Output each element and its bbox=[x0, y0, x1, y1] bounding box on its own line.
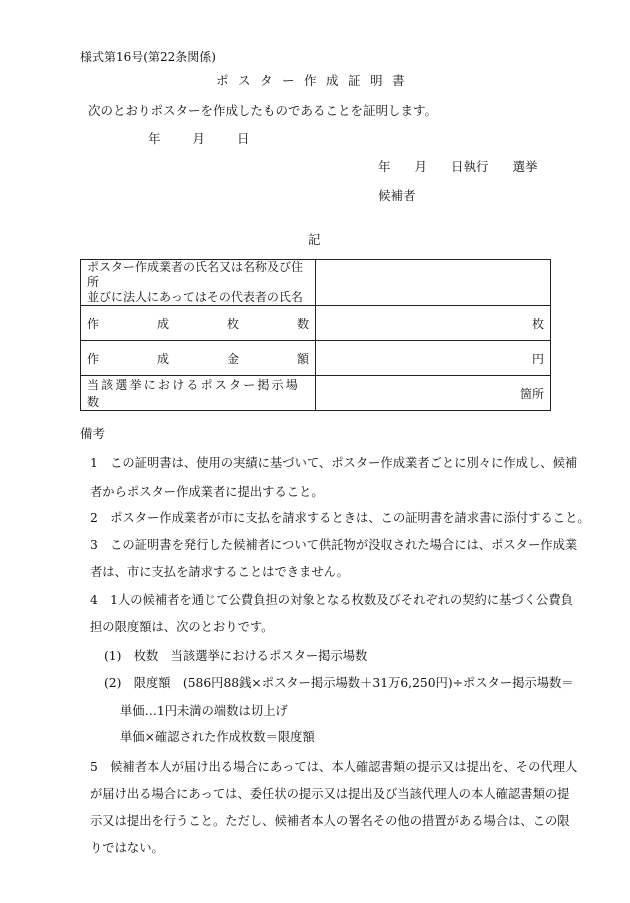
remark-2-line-1: 2 ポスター作成業者が市に支払を請求するときは、この証明書を請求書に添付すること。 bbox=[90, 511, 590, 525]
certificate-table bbox=[80, 259, 551, 411]
election-label: 選挙 bbox=[512, 159, 538, 174]
count-unit: 枚 bbox=[531, 316, 544, 331]
election-date-line bbox=[378, 157, 562, 175]
maker-label bbox=[81, 260, 316, 306]
maker-label-line2: 並びに法人にあってはその代表者の氏名 bbox=[87, 290, 303, 304]
intro-text: 次のとおりポスターを作成したものであることを証明します。 bbox=[88, 103, 438, 118]
locations-value[interactable] bbox=[316, 376, 551, 411]
table-row-maker bbox=[81, 260, 551, 306]
locations-unit: 箇所 bbox=[519, 386, 544, 401]
remark-4-line-1: 4 1人の候補者を通じて公費負担の対象となる枚数及びそれぞれの契約に基づく公費負 bbox=[90, 593, 573, 607]
locations-label: 当該選挙におけるポスター掲示場数 bbox=[81, 376, 316, 411]
document-title: ポスター作成証明書 bbox=[215, 73, 414, 88]
remark-3-line-1: 3 この証明書を発行した候補者について供託物が没収された場合には、ポスター作成業 bbox=[90, 538, 578, 552]
remark-1-line-1: 1 この証明書は、使用の実績に基づいて、ポスター作成業者ごとに別々に作成し、候補 bbox=[90, 456, 578, 470]
remark-3-line-2: 者は、市に支払を請求することはできません。 bbox=[90, 565, 349, 579]
remark-1-line-2: 者からポスター作成業者に提出すること。 bbox=[90, 485, 324, 499]
remark-4-sub-3: 単価…1円未満の端数は切上げ bbox=[120, 704, 288, 718]
table-row-amount bbox=[81, 341, 551, 376]
amount-label-char: 作 bbox=[87, 351, 100, 366]
ki-label: 記 bbox=[308, 232, 321, 247]
maker-label-line1: ポスター作成業者の氏名又は名称及び住所 bbox=[87, 260, 304, 289]
amount-value[interactable] bbox=[316, 341, 551, 376]
remark-5-line-1: 5 候補者本人が届け出る場合にあっては、本人確認書類の提示又は提出を、その代理人 bbox=[90, 760, 578, 774]
remark-5-line-4: りではない。 bbox=[90, 841, 164, 855]
remarks-title: 備考 bbox=[80, 426, 106, 441]
remark-4-sub-2: (2) 限度額 (586円88銭×ポスター掲示場数＋31万6,250円)÷ポスター掲示場数＝ bbox=[104, 676, 574, 690]
table-row-locations bbox=[81, 376, 551, 411]
election-year: 年 bbox=[378, 159, 391, 174]
maker-value[interactable] bbox=[316, 260, 551, 306]
count-label-char: 数 bbox=[296, 316, 309, 331]
amount-unit: 円 bbox=[531, 351, 544, 366]
amount-label-char: 額 bbox=[296, 351, 309, 366]
amount-label-char: 成 bbox=[156, 351, 169, 366]
table-row-count bbox=[81, 306, 551, 341]
amount-label-char: 金 bbox=[226, 351, 239, 366]
count-value[interactable] bbox=[316, 306, 551, 341]
certification-date: 年 月 日 bbox=[148, 131, 250, 146]
election-month: 月 bbox=[414, 159, 428, 174]
count-label-char: 枚 bbox=[226, 316, 239, 331]
count-label-char: 作 bbox=[87, 316, 100, 331]
remark-4-line-2: 担の限度額は、次のとおりです。 bbox=[90, 620, 274, 634]
amount-label bbox=[81, 341, 316, 376]
count-label bbox=[81, 306, 316, 341]
remark-5-line-3: 示又は提出を行うこと。ただし、候補者本人の署名その他の措置がある場合は、この限 bbox=[90, 814, 570, 828]
remark-4-sub-4: 単価×確認された作成枚数＝限度額 bbox=[120, 730, 315, 744]
election-day-exec: 日執行 bbox=[451, 159, 489, 174]
count-label-char: 成 bbox=[156, 316, 169, 331]
remark-5-line-2: が届け出る場合にあっては、委任状の提示又は提出及び当該代理人の本人確認書類の提 bbox=[90, 787, 570, 801]
remark-4-sub-1: (1) 枚数 当該選挙におけるポスター掲示場数 bbox=[104, 649, 368, 663]
candidate-label: 候補者 bbox=[378, 188, 416, 203]
form-number: 様式第16号(第22条関係) bbox=[80, 50, 216, 64]
